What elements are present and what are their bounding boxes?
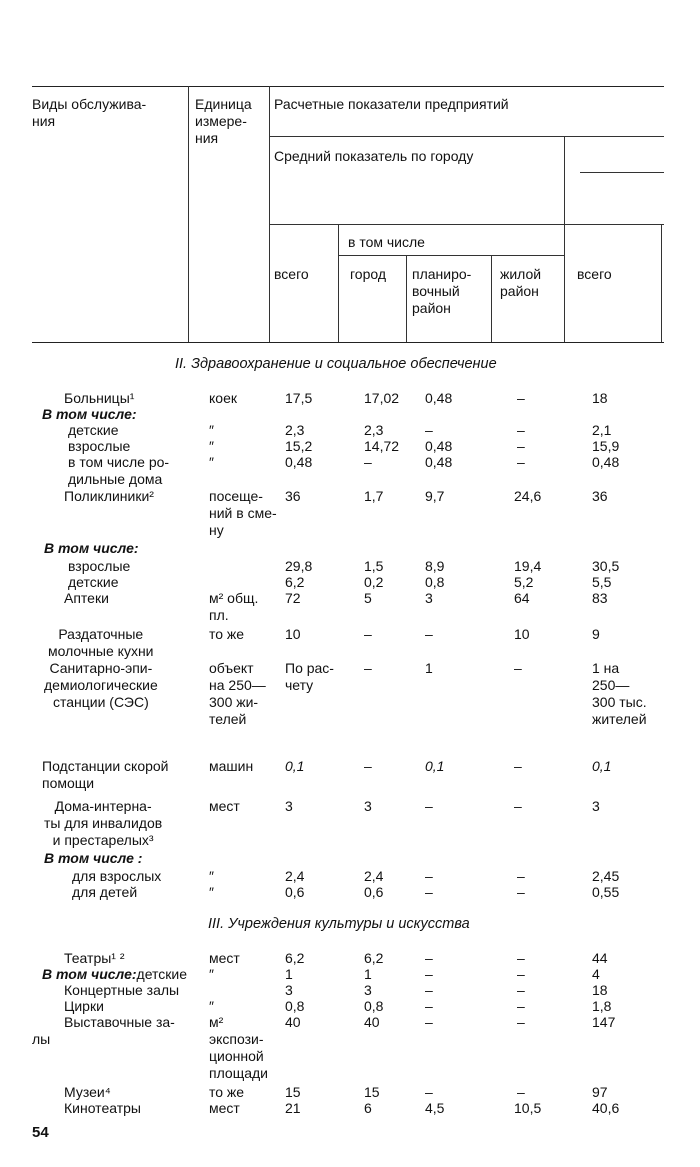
row-total2: 2,45 [592,868,620,884]
row-total: 0,48 [285,454,313,470]
row-plan: 0,1 [425,758,445,774]
row-res: – [517,950,525,966]
row-total: 2,4 [285,868,305,884]
row-res: – [517,390,525,406]
row-res: – [514,798,522,814]
header-residential-district: жилой район [500,266,542,299]
row-name: Концертные залы [64,982,180,998]
row-name: Раздаточные молочные кухни [48,626,154,659]
row-unit: то же [209,1084,245,1100]
row-unit: ″ [209,998,214,1014]
row-unit: м² общ. пл. [209,590,259,623]
row-res: 64 [514,590,530,606]
row-res: – [517,1014,525,1030]
row-unit: ″ [209,884,214,900]
row-unit: объект на 250— 300 жи- телей [209,660,266,727]
row-total: 0,6 [285,884,305,900]
row-total: 29,8 [285,558,313,574]
row-city: 17,02 [364,390,400,406]
row-unit: то же [209,626,245,642]
vline-city [338,224,339,342]
vline-res [491,255,492,342]
row-name: Кинотеатры [64,1100,141,1116]
row-unit: мест [209,950,240,966]
row-city: 1,5 [364,558,384,574]
row-total: 0,1 [285,758,305,774]
row-city: 5 [364,590,372,606]
row-unit: м² экспози- ционной площади [209,1014,268,1081]
row-total2: 0,48 [592,454,620,470]
row-city: 3 [364,798,372,814]
row-total2: 30,5 [592,558,620,574]
row-res: – [514,758,522,774]
row-plan: – [425,1084,433,1100]
header-planning-district: планиро- вочный район [412,266,472,316]
section-2-title: II. Здравоохранение и социальное обеспечение [175,356,497,372]
row-total2: 83 [592,590,608,606]
row-name: для детей [72,884,138,900]
row-city: – [364,660,372,676]
header-total-2: всего [577,266,612,282]
row-total2: 0,1 [592,758,612,774]
row-total: 6,2 [285,574,305,590]
row-subheading: В том числе: [44,540,139,556]
header-rule-3 [338,255,564,256]
row-city: – [364,626,372,642]
row-res: 10 [514,626,530,642]
row-city: 3 [364,982,372,998]
row-name: Цирки [64,998,104,1014]
header-unit: Единица измере- ния [195,96,252,146]
row-subheading: В том числе: [42,406,137,422]
row-plan: – [425,884,433,900]
header-top-rule [32,86,664,87]
row-plan: – [425,868,433,884]
row-name: взрослые [68,558,131,574]
row-total2: 36 [592,488,608,504]
row-total2: 1 на 250— 300 тыс. жителей [592,660,647,727]
row-unit: ″ [209,454,214,470]
row-plan: 0,48 [425,454,453,470]
row-plan: 4,5 [425,1100,445,1116]
row-name: Музеи⁴ [64,1084,111,1100]
row-city: 6 [364,1100,372,1116]
row-name [42,966,187,983]
row-unit: мест [209,798,240,814]
row-total2: 97 [592,1084,608,1100]
row-total2: 18 [592,982,608,998]
row-city: 14,72 [364,438,400,454]
row-plan: – [425,422,433,438]
vline-total2 [564,136,565,342]
row-unit: ″ [209,966,214,982]
header-indicators: Расчетные показатели предприятий [274,96,509,112]
row-plan: 8,9 [425,558,445,574]
row-city: 1 [364,966,372,982]
row-total: 6,2 [285,950,305,966]
row-total2: 15,9 [592,438,620,454]
row-res: 24,6 [514,488,542,504]
row-unit: мест [209,1100,240,1116]
header-including: в том числе [348,234,425,250]
row-plan: 1 [425,660,433,676]
row-city: 2,3 [364,422,384,438]
row-total2: 1,8 [592,998,612,1014]
row-total: 15,2 [285,438,313,454]
row-name: Больницы¹ [64,390,135,406]
row-name: взрослые [68,438,131,454]
row-total2: 2,1 [592,422,612,438]
row-total: 0,8 [285,998,305,1014]
vline-indicators [269,86,270,342]
row-name: детские [68,422,119,438]
row-res: 19,4 [514,558,542,574]
row-res: – [517,438,525,454]
row-city: 2,4 [364,868,384,884]
row-plan: 0,48 [425,438,453,454]
row-res: 5,2 [514,574,534,590]
row-total: 17,5 [285,390,313,406]
row-name: детские [68,574,119,590]
row-total: 21 [285,1100,301,1116]
row-res: – [514,660,522,676]
row-name-text: Выставочные за- лы [32,1014,175,1047]
header-rule-1 [269,136,664,137]
row-total: По рас- чету [285,660,334,693]
row-subheading: В том числе: [42,966,137,982]
row-unit: ″ [209,868,214,884]
row-name: Подстанции скорой помощи [42,758,169,791]
row-total: 15 [285,1084,301,1100]
row-city: 0,8 [364,998,384,1014]
row-plan: 9,7 [425,488,445,504]
row-total: 10 [285,626,301,642]
row-name: Театры¹ ² [64,950,125,966]
row-name: Поликлиники² [64,488,154,504]
row-name [32,1014,175,1048]
header-services: Виды обслужива- ния [32,96,147,129]
row-res: – [517,998,525,1014]
row-res: – [517,884,525,900]
row-city: 0,2 [364,574,384,590]
row-plan: – [425,998,433,1014]
row-res: – [517,966,525,982]
row-plan: – [425,982,433,998]
row-city: – [364,758,372,774]
row-city: 40 [364,1014,380,1030]
row-unit: посеще- ний в сме- ну [209,488,277,538]
header-total: всего [274,266,309,282]
vline-right [661,224,662,342]
row-res: – [517,454,525,470]
row-total: 36 [285,488,301,504]
row-name: для взрослых [72,868,162,884]
row-unit: машин [209,758,254,774]
row-plan: 0,48 [425,390,453,406]
row-total2: 0,55 [592,884,620,900]
row-total: 1 [285,966,293,982]
row-total2: 44 [592,950,608,966]
row-subheading: В том числе : [44,850,143,866]
row-plan: – [425,966,433,982]
row-total2: 3 [592,798,600,814]
row-total: 3 [285,982,293,998]
header-bottom-rule [32,342,664,343]
row-total2: 40,6 [592,1100,620,1116]
row-city: 15 [364,1084,380,1100]
header-city-average: Средний показатель по городу [274,148,474,164]
row-name: Аптеки [64,590,109,606]
row-res: – [517,868,525,884]
row-name: Санитарно-эпи- демиологические станции (СЭС) [44,660,158,710]
vline-unit [188,86,189,342]
row-total2: 18 [592,390,608,406]
row-total: 3 [285,798,293,814]
row-name-sub: детские [136,966,188,982]
row-plan: 0,8 [425,574,445,590]
row-plan: – [425,950,433,966]
row-res: – [517,982,525,998]
row-res: – [517,1084,525,1100]
row-name: в том числе ро- дильные дома [68,454,170,487]
row-city: – [364,454,372,470]
row-total: 40 [285,1014,301,1030]
row-res: 10,5 [514,1100,542,1116]
vline-plan [406,255,407,342]
row-total: 72 [285,590,301,606]
row-city: 6,2 [364,950,384,966]
header-dash-right [580,172,664,173]
row-plan: – [425,1014,433,1030]
row-unit: ″ [209,422,214,438]
header-city: город [350,266,387,282]
row-plan: – [425,798,433,814]
row-plan: 3 [425,590,433,606]
row-total2: 9 [592,626,600,642]
row-res: – [517,422,525,438]
row-city: 0,6 [364,884,384,900]
row-total2: 4 [592,966,600,982]
row-total2: 5,5 [592,574,612,590]
row-plan: – [425,626,433,642]
row-city: 1,7 [364,488,384,504]
row-total2: 147 [592,1014,616,1030]
section-3-title: III. Учреждения культуры и искусства [208,916,470,932]
row-name: Дома-интерна- ты для инвалидов и престарелых³ [44,798,163,848]
row-unit: коек [209,390,237,406]
row-total: 2,3 [285,422,305,438]
row-unit: ″ [209,438,214,454]
page-number: 54 [32,1124,49,1141]
header-rule-2 [269,224,664,225]
